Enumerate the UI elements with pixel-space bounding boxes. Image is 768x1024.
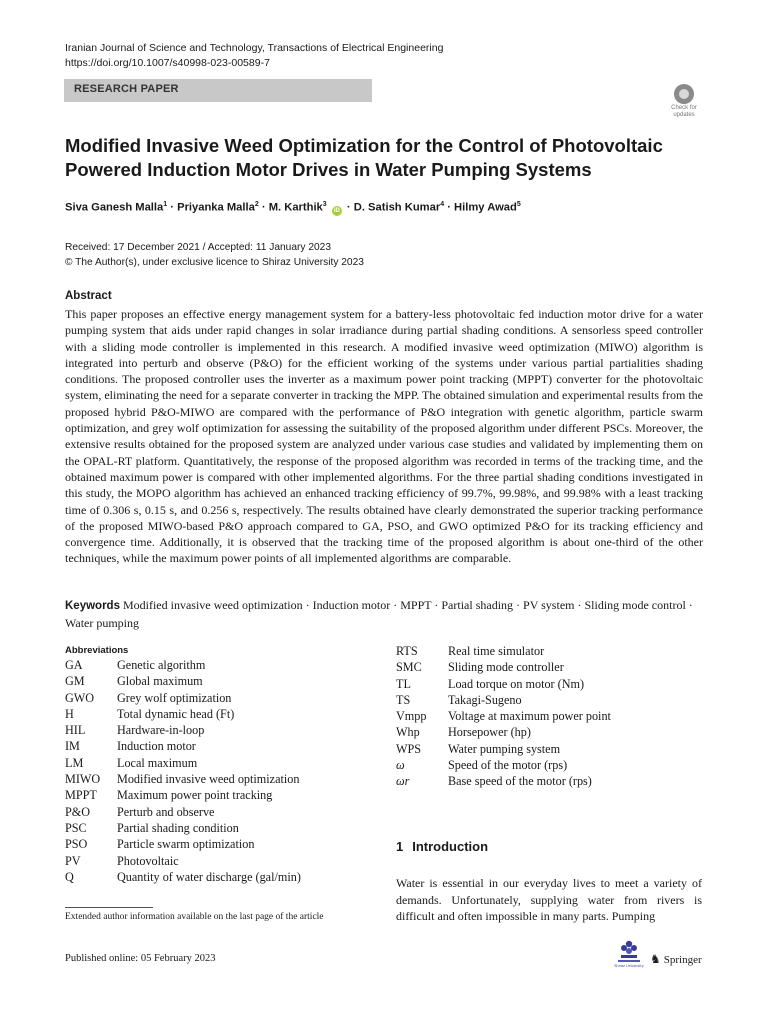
- check-updates-label: Check for updates: [671, 105, 697, 118]
- doi-link[interactable]: https://doi.org/10.1007/s40998-023-00589-7: [65, 57, 270, 69]
- abbreviation-term: GWO: [65, 690, 95, 705]
- abbreviations-list-right: [396, 643, 611, 790]
- abbreviation-row: [65, 853, 301, 869]
- abbreviation-row: [65, 836, 301, 852]
- abbreviation-definition: Hardware-in-loop: [117, 723, 205, 738]
- paper-title: Modified Invasive Weed Optimization for the Control of Photovoltaic Powered Induction Motor Drives in Water Pumping Systems: [65, 135, 663, 180]
- abbreviation-row: [65, 657, 301, 673]
- abbreviation-row: [396, 773, 611, 789]
- author-name[interactable]: M. Karthik: [268, 201, 323, 214]
- abbreviation-definition: Genetic algorithm: [117, 658, 206, 672]
- received-accepted: Received: 17 December 2021 / Accepted: 11 January 2023: [65, 242, 331, 253]
- footnote: Extended author information available on the last page of the article: [65, 912, 324, 922]
- abbreviation-term: RTS: [396, 644, 418, 658]
- abbreviation-definition: Grey wolf optimization: [117, 690, 232, 705]
- abbreviation-term: ω: [396, 758, 405, 773]
- abbreviation-definition: Maximum power point tracking: [117, 788, 273, 803]
- abbreviation-term: GA: [65, 658, 83, 672]
- publisher-name: Springer: [663, 954, 702, 966]
- abbreviation-row: [396, 757, 611, 773]
- check-updates-icon: [674, 84, 694, 104]
- abbreviation-definition: Induction motor: [117, 739, 196, 754]
- abbreviation-row: [396, 676, 611, 692]
- article-dates: [65, 240, 364, 270]
- abbreviation-term: Whp: [396, 725, 420, 740]
- abbreviation-term: HIL: [65, 723, 86, 738]
- abbreviation-definition: Load torque on motor (Nm): [448, 676, 585, 691]
- abbreviation-row: [65, 820, 301, 836]
- check-for-updates-badge[interactable]: [664, 84, 704, 124]
- published-date: Published online: 05 February 2023: [65, 953, 216, 964]
- abbreviation-term: GM: [65, 674, 85, 689]
- abbreviations-list-left: [65, 657, 301, 885]
- abbreviation-term: WPS: [396, 741, 422, 756]
- author-name[interactable]: Siva Ganesh Malla: [65, 201, 164, 214]
- abbreviation-term: LM: [65, 755, 84, 770]
- abbreviation-definition: Local maximum: [117, 755, 198, 770]
- author-name[interactable]: D. Satish Kumar: [353, 201, 441, 214]
- copyright-line: © The Author(s), under exclusive licence to Shiraz University 2023: [65, 257, 364, 268]
- keywords: [65, 597, 705, 631]
- abbreviation-definition: Takagi-Sugeno: [448, 692, 522, 707]
- abbreviation-row: [396, 643, 611, 659]
- springer-horse-icon: ♞: [650, 952, 661, 966]
- abbreviation-row: [65, 869, 301, 885]
- abbreviation-term: MPPT: [65, 788, 97, 803]
- abbreviation-term: PSC: [65, 820, 87, 835]
- abbreviation-term: P&O: [65, 804, 91, 819]
- orcid-icon[interactable]: iD: [333, 207, 340, 214]
- article-type-banner: [64, 79, 372, 102]
- abbreviation-term: MIWO: [65, 772, 101, 787]
- abbreviation-row: [396, 692, 611, 708]
- abbreviation-definition: Modified invasive weed optimization: [117, 772, 300, 787]
- keywords-label: Keywords: [65, 600, 120, 612]
- abbreviation-definition: Horsepower (hp): [448, 725, 531, 740]
- introduction-text: Water is essential in our everyday lives to meet a variety of demands. Unfortunately, supplying water from rivers is difficult and often impossible in many parts. Pumping: [396, 876, 702, 923]
- author-list: Siva Ganesh Malla$^1$ · Priyanka Malla$^2$ · M. Karthik$^3$ iD · D. Satish Kumar$^4$ · Hilmy Awad$^5$: [65, 201, 521, 214]
- author-affiliation: 3: [322, 201, 327, 208]
- abbreviation-row: [65, 673, 301, 689]
- springer-logo: [650, 952, 702, 967]
- author-name[interactable]: Priyanka Malla: [177, 201, 255, 214]
- author-affiliation: 2: [254, 201, 259, 208]
- abbreviation-definition: Real time simulator: [448, 644, 545, 658]
- abbreviation-row: [65, 755, 301, 771]
- shiraz-university-logo: [612, 938, 646, 968]
- abstract-heading: Abstract: [65, 290, 112, 302]
- abbreviation-definition: Particle swarm optimization: [117, 837, 255, 852]
- abbreviations-heading: Abbreviations: [65, 645, 129, 656]
- abbreviation-term: PSO: [65, 837, 88, 852]
- journal-header: [65, 41, 443, 71]
- abstract-text: This paper proposes an effective energy management system for a battery-less photovoltaic fed induction motor drive for a water pumping system that aids under rapid changes in solar irradiance during partial shading conditions. A sensorless speed controller with a sliding mode controller is implemented in this research. A modified invasive weed optimization (MIWO) algorithm is integrated into perturb and observe (P&O) for the efficient working of the systems under various partial partialities shading conditions. The proposed controller uses the inverter as a maximum power point tracking (MPPT) converter for the photovoltaic system, eliminating the need for a separate converter in tracking the MPP. The obtained simulation and experimental results from the proposed hybrid P&O-MIWO are compared with the performance of P&O integration with genetic algorithm, particle swarm optimization, and grey wolf optimization for assessing the suitability of the proposed algorithm under different PSCs. Moreover, the extensive results obtained for the proposed system are analyzed under various case studies and validated by implementing them on the OPAL-RT platform. Quantitatively, the response of the proposed algorithm was recorded in terms of the tracking time, and the obtained maximum power is compared with other implemented algorithms. For the three partial shading conditions investigated in this study, the MOPO algorithm has achieved an enhanced tracking efficiency of 99.7%, 99.98%, and 99.98% with a least tracking time of 0.306 s, 0.15 s, and 0.256 s, respectively. The results obtained have clearly demonstrated the superior tracking performance of the proposed MIWO-based P&O approach compared to GA, PSO, and GWO optimized P&O for its tracking efficiency and convergence time. Additionally, it is observed that the tracking time of the proposed algorithm is about one-third of the other techniques, while the maximum power points of all implemented algorithms are comparable.: [65, 307, 703, 566]
- section-title: Introduction: [412, 839, 489, 854]
- abbreviation-definition: Total dynamic head (Ft): [117, 706, 235, 721]
- abbreviation-definition: Base speed of the motor (rps): [448, 774, 592, 789]
- abbreviation-term: Vmpp: [396, 709, 427, 724]
- abbreviation-row: [65, 706, 301, 722]
- article-type-label: RESEARCH PAPER: [74, 83, 179, 95]
- shiraz-logo-text: Shiraz University: [614, 964, 644, 968]
- abbreviation-term: TL: [396, 676, 411, 691]
- footnote-divider: [65, 907, 153, 908]
- abbreviation-term: Q: [65, 869, 74, 884]
- abbreviation-row: [396, 741, 611, 757]
- abbreviation-term: PV: [65, 853, 81, 868]
- abbreviation-definition: Voltage at maximum power point: [448, 709, 611, 724]
- abbreviation-definition: Speed of the motor (rps): [448, 758, 568, 773]
- abbreviation-term: SMC: [396, 660, 422, 675]
- journal-name: Iranian Journal of Science and Technology, Transactions of Electrical Engineering: [65, 42, 444, 54]
- keywords-text: Modified invasive weed optimization · Induction motor · MPPT · Partial shading · PV system · Sliding mode control · Water pumping: [65, 598, 693, 630]
- abbreviation-definition: Quantity of water discharge (gal/min): [117, 869, 301, 884]
- abbreviation-row: [65, 690, 301, 706]
- section-number: 1: [396, 839, 404, 854]
- abbreviation-definition: Global maximum: [117, 674, 203, 689]
- author-name[interactable]: Hilmy Awad: [454, 201, 517, 214]
- abbreviation-row: [65, 722, 301, 738]
- abbreviation-definition: Partial shading condition: [117, 820, 239, 835]
- author-affiliation: 5: [516, 201, 521, 208]
- author-affiliation: 4: [440, 201, 445, 208]
- abbreviation-row: [65, 771, 301, 787]
- abbreviation-term: TS: [396, 692, 411, 707]
- abbreviation-definition: Sliding mode controller: [448, 660, 564, 675]
- abbreviation-term: ωr: [396, 774, 410, 789]
- abbreviation-definition: Perturb and observe: [117, 804, 215, 819]
- abbreviation-term: IM: [65, 739, 80, 754]
- abbreviation-row: [65, 738, 301, 754]
- abbreviation-definition: Water pumping system: [448, 741, 561, 756]
- section-heading-introduction: [396, 839, 488, 854]
- abbreviation-term: H: [65, 706, 74, 721]
- abbreviation-row: [396, 724, 611, 740]
- author-affiliation: 1: [163, 201, 168, 208]
- abbreviation-row: [65, 804, 301, 820]
- abbreviation-row: [396, 659, 611, 675]
- abbreviation-row: [65, 787, 301, 803]
- abbreviation-row: [396, 708, 611, 724]
- abbreviation-definition: Photovoltaic: [117, 853, 179, 868]
